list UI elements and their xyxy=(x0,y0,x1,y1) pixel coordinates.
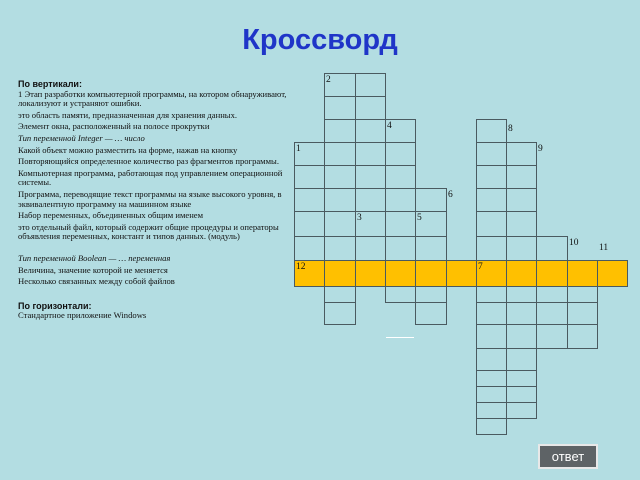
grid-cell[interactable] xyxy=(476,212,507,237)
page-title: Кроссворд xyxy=(242,24,398,56)
grid-cell[interactable] xyxy=(507,287,537,303)
horizontal-heading: По горизонтали: xyxy=(18,300,92,311)
clue-number: 4 xyxy=(387,121,392,131)
highlighted-cell[interactable] xyxy=(416,261,447,287)
grid-cell[interactable] xyxy=(507,371,537,387)
grid-cell[interactable] xyxy=(568,287,598,303)
grid-cell[interactable] xyxy=(415,303,447,325)
grid-cell[interactable] xyxy=(294,212,325,237)
vertical-clue: Программа, переводящие текст программы на языке высокого уровня, в эквивалентную программу на машинном языке xyxy=(18,188,282,209)
grid-cell[interactable] xyxy=(476,119,507,143)
vertical-clue: Величина, значение которой не меняется xyxy=(18,264,168,275)
grid-cell[interactable] xyxy=(356,189,386,212)
grid-cell[interactable] xyxy=(356,73,386,97)
grid-cell[interactable] xyxy=(386,166,416,189)
answer-button[interactable]: ответ xyxy=(538,444,598,469)
grid-cell[interactable] xyxy=(416,188,447,212)
grid-cell[interactable] xyxy=(324,287,356,303)
vertical-clue: Тип переменной Integer — … число xyxy=(18,132,145,143)
grid-cell[interactable] xyxy=(416,237,447,261)
grid-cell[interactable] xyxy=(476,349,507,371)
grid-cell[interactable] xyxy=(386,237,416,261)
grid-cell[interactable] xyxy=(476,303,507,325)
vertical-clue: это область памяти, предназначенная для хранения данных. xyxy=(18,109,238,120)
grid-cell[interactable] xyxy=(507,387,537,403)
grid-cell[interactable] xyxy=(325,212,356,237)
grid-cell[interactable] xyxy=(356,143,386,166)
vertical-clue-list xyxy=(18,90,290,287)
grid-cell[interactable] xyxy=(568,325,598,349)
grid-cell[interactable] xyxy=(294,166,325,189)
grid-cell[interactable] xyxy=(507,325,537,349)
grid-cell[interactable] xyxy=(476,419,507,435)
grid-cell[interactable] xyxy=(294,237,325,261)
grid-cell[interactable] xyxy=(356,166,386,189)
grid-cell[interactable] xyxy=(324,303,356,325)
clue-number: 8 xyxy=(508,124,513,134)
grid-cell[interactable] xyxy=(386,189,416,212)
vertical-clue: Несколько связанных между собой файлов xyxy=(18,276,175,287)
clue-number: 6 xyxy=(448,190,453,200)
grid-cell[interactable] xyxy=(476,166,507,189)
grid-cell[interactable] xyxy=(507,349,537,371)
grid-cell[interactable] xyxy=(356,237,386,261)
clue-number: 9 xyxy=(538,144,543,154)
vertical-clue: Повторяющийся определенное количество раз фрагментов программы. xyxy=(18,156,279,167)
grid-cell[interactable] xyxy=(476,403,507,419)
vertical-clue: Набор переменных, объединенных общим именем xyxy=(18,210,204,221)
grid-cell[interactable] xyxy=(507,166,537,189)
grid-cell[interactable] xyxy=(537,287,568,303)
grid-cell[interactable] xyxy=(568,303,598,325)
grid-cell[interactable] xyxy=(325,166,356,189)
grid-cell[interactable] xyxy=(476,325,507,349)
grid-cell[interactable] xyxy=(476,143,507,166)
clue-number: 12 xyxy=(296,262,306,272)
grid-cell[interactable] xyxy=(507,212,537,237)
divider xyxy=(386,337,414,338)
highlighted-cell[interactable] xyxy=(507,261,537,287)
grid-cell[interactable] xyxy=(476,237,507,261)
grid-cell[interactable] xyxy=(537,325,568,349)
vertical-heading: По вертикали: xyxy=(18,79,82,89)
vertical-clue: 1 Этап разработки компьютерной программы, на котором обнаруживают, локализуют и устраняют ошибки. xyxy=(18,88,287,109)
grid-cell[interactable] xyxy=(325,189,356,212)
highlighted-cell[interactable] xyxy=(537,261,568,287)
clue-number: 7 xyxy=(478,262,483,272)
grid-cell[interactable] xyxy=(416,287,447,303)
highlighted-cell[interactable] xyxy=(325,261,356,287)
horizontal-clue-list xyxy=(18,311,290,321)
vertical-clue: это отдельный файл, который содержит общие процедуры и операторы объявления переменных, констант и типов данных. (модуль) xyxy=(18,221,279,242)
clue-number: 3 xyxy=(357,213,362,223)
horizontal-clue: Стандартное приложение Windows xyxy=(18,310,147,321)
grid-cell[interactable] xyxy=(507,142,537,166)
grid-cell[interactable] xyxy=(325,143,356,166)
grid-cell[interactable] xyxy=(386,212,416,237)
grid-cell[interactable] xyxy=(476,287,507,303)
grid-cell[interactable] xyxy=(476,371,507,387)
grid-cell[interactable] xyxy=(507,403,537,419)
clues-panel xyxy=(18,80,290,321)
grid-cell[interactable] xyxy=(324,97,356,120)
grid-cell[interactable] xyxy=(476,387,507,403)
vertical-clue: Тип переменной Boolean — … переменная xyxy=(18,252,171,263)
highlighted-cell[interactable] xyxy=(568,260,598,287)
grid-cell[interactable] xyxy=(507,237,537,261)
grid-cell[interactable] xyxy=(356,120,386,143)
grid-cell[interactable] xyxy=(386,143,416,166)
highlighted-cell[interactable] xyxy=(598,260,628,287)
grid-cell[interactable] xyxy=(537,236,568,261)
grid-cell[interactable] xyxy=(324,120,356,143)
grid-cell[interactable] xyxy=(507,189,537,212)
grid-cell[interactable] xyxy=(294,189,325,212)
grid-cell[interactable] xyxy=(325,237,356,261)
vertical-clue: Какой объект можно разместить на форме, нажав на кнопку xyxy=(18,144,238,155)
vertical-clue: Элемент окна, расположенный на полосе прокрутки xyxy=(18,121,210,132)
highlighted-cell[interactable] xyxy=(386,261,416,287)
clue-number: 11 xyxy=(599,243,609,253)
clue-number: 5 xyxy=(417,213,422,223)
highlighted-cell[interactable] xyxy=(447,260,477,287)
vertical-clue: Компьютерная программа, работающая под управлением операционной системы. xyxy=(18,167,283,188)
grid-cell[interactable] xyxy=(507,303,537,325)
grid-cell[interactable] xyxy=(385,287,416,303)
clue-number: 1 xyxy=(296,144,301,154)
grid-cell[interactable] xyxy=(476,189,507,212)
highlighted-cell[interactable] xyxy=(356,261,386,287)
grid-cell[interactable] xyxy=(356,97,386,120)
grid-cell[interactable] xyxy=(537,303,568,325)
clue-number: 2 xyxy=(326,75,331,85)
clue-number: 10 xyxy=(569,238,579,248)
